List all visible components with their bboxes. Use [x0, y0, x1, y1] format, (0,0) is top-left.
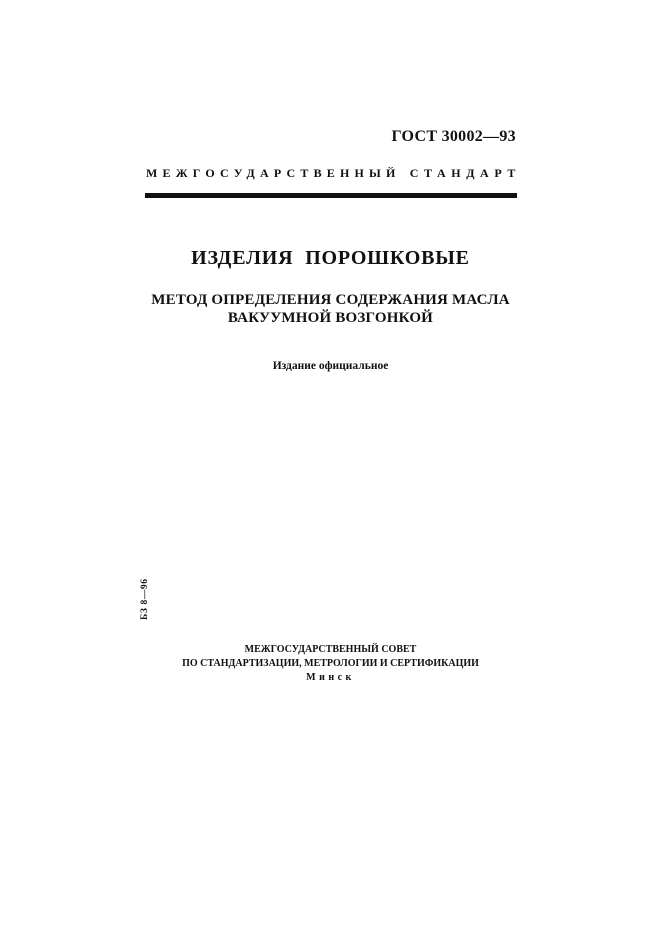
publisher-city: Минск [306, 672, 355, 683]
header-left-label: МЕЖГОСУДАРСТВЕННЫЙ [146, 166, 401, 180]
subtitle-line-1: МЕТОД ОПРЕДЕЛЕНИЯ СОДЕРЖАНИЯ МАСЛА [151, 292, 510, 308]
gost-number: ГОСТ 30002—93 [391, 128, 516, 145]
document-title: ИЗДЕЛИЯ ПОРОШКОВЫЕ [191, 247, 470, 269]
publisher-block [0, 643, 661, 685]
header-right-label: СТАНДАРТ [409, 166, 521, 180]
publisher-line-1: МЕЖГОСУДАРСТВЕННЫЙ СОВЕТ [244, 644, 417, 655]
header-rule-divider [145, 193, 517, 198]
document-subtitle [0, 291, 661, 327]
edition-label: Издание официальное [272, 360, 389, 372]
standard-type-header [146, 166, 521, 181]
side-code-label: БЗ 8—96 [140, 578, 150, 620]
subtitle-line-2: ВАКУУМНОЙ ВОЗГОНКОЙ [227, 310, 434, 326]
publisher-line-2: ПО СТАНДАРТИЗАЦИИ, МЕТРОЛОГИИ И СЕРТИФИКАЦИИ [182, 658, 479, 669]
